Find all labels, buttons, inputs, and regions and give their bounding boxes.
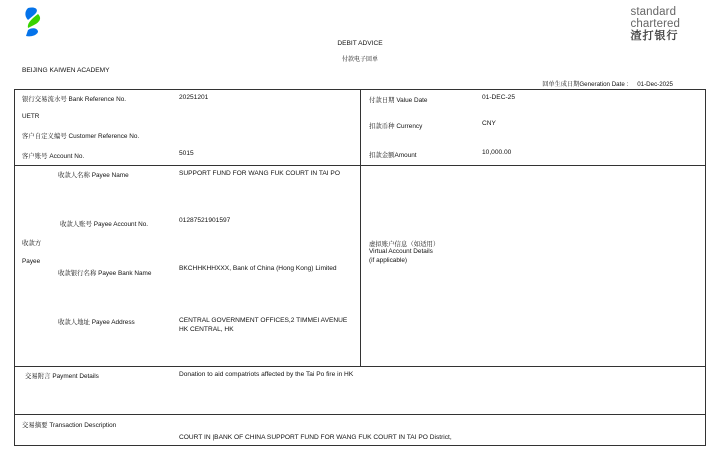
brand-name-chinese: 渣打银行 [630,30,679,42]
customer-reference-label: 客户自定义编号 Customer Reference No. [22,133,140,140]
payment-details-label: 交易附言 Payment Details [25,373,99,380]
generation-date-label: 回单生成日期Generation Date : [542,81,629,88]
row-divider [14,366,705,367]
payee-bank-label: 收款银行名称 Payee Bank Name [58,270,152,277]
transaction-description-label: 交易摘要 Transaction Description [22,422,117,429]
generation-date [542,79,673,88]
value-date-label: 付款日期 Value Date [369,97,428,104]
transaction-description-value: COURT IN |BANK OF CHINA SUPPORT FUND FOR WANG FUK COURT IN TAI PO District, [179,434,452,441]
payee-name-label: 收款人名称 Payee Name [58,172,129,179]
virtual-account-label-en: Virtual Account Details [369,248,433,255]
brand-name-line2: chartered [630,17,680,30]
brand-name-line1: standard [630,6,677,18]
virtual-account-label-cn: 虚拟账户信息（如适用） [369,241,440,248]
document-subtitle: 付款电子回单 [341,57,378,63]
payee-account-label: 收款人账号 Payee Account No. [60,221,149,228]
payee-address-line1: CENTRAL GOVERNMENT OFFICES,2 TIMMEI AVENUE [179,317,348,324]
account-number-label: 客户账号 Account No. [22,153,85,160]
bank-brand [631,7,680,42]
payee-address-line2: HK CENTRAL, HK [179,326,234,333]
payee-bank-value: BKCHHKHHXXX, Bank of China (Hong Kong) Limited [179,265,337,272]
payee-section-label-cn: 收款方 [22,240,42,247]
virtual-account-label-note: (if applicable) [369,257,408,264]
row-divider [14,414,705,415]
payee-address-label: 收款人地址 Payee Address [58,319,135,326]
currency-value: CNY [482,120,496,127]
payment-details-value: Donation to aid compatriots affected by the Tai Po fire in HK [179,371,354,378]
account-number-value: 5015 [179,150,194,157]
payee-account-value: 012875219015​97 [179,217,231,224]
payee-section-label-en: Payee [22,258,41,265]
standard-chartered-logo-icon [22,6,44,38]
uetr-label: UETR [22,113,40,120]
value-date-value: 01-DEC-25 [482,94,515,101]
company-name: BEIJING KAIWEN ACADEMY [22,67,110,74]
currency-label: 扣款币种 Currency [369,123,423,130]
bank-reference-value: 20251201 [179,94,209,101]
amount-value: 10,000.00 [482,149,512,156]
amount-label: 扣款金额Amount [369,152,417,159]
document-title: DEBIT ADVICE [337,40,383,47]
column-divider [360,89,361,366]
payee-name-value: SUPPORT FUND FOR WANG FUK COURT IN TAI PO [179,170,340,177]
generation-date-value: 01-Dec-2025 [637,81,673,88]
bank-reference-label: 银行交易流水号 Bank Reference No. [22,96,127,103]
